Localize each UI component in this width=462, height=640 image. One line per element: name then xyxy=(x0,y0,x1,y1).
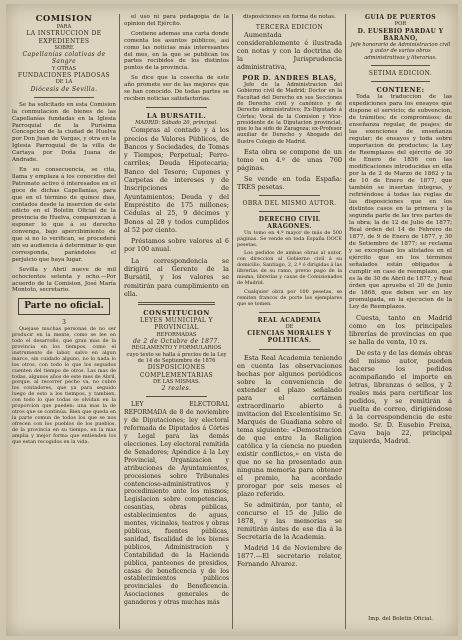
paragraph: Jefe de la Administracion del Gobierno civil de Madrid; Doctor en la Facultad del Derecho en sus Secciones de Derecho civil y canónico y de Derecho administrativo; Ex-Diputado á Córtes; Vocal de la Comision y Vice-presidente de la Diputacion provincial, que lo ha sido de Zaragoza; ex-Profesor auxiliar de Derecho y Abogado del Ilustre Colegio de Madrid. xyxy=(237,82,342,145)
divider xyxy=(146,107,207,108)
subtitle: Jefe honorario de Administracion civil y autor de varias obras administrativas y literarias. xyxy=(350,42,451,61)
section-title: COMISION xyxy=(35,14,93,24)
paragraph: Un tomo en 4.º mayor de más de 500 páginas. Se vende en toda España DOCE pesetas. xyxy=(237,229,342,248)
column-3 xyxy=(237,14,342,629)
paragraph: Aumentada considerablemente é ilustrada con notas y con la doctrina de la Jurisprudencia administrativa, xyxy=(237,31,342,72)
paragraph: Esta Real Academia teniendo en cuenta las observaciones hechas por algunos periódicos sobre la conveniencia de extender el plazo señalado para el certámen extraordinario abierto á invitacion del Excelentísimo Sr. Marqués de Guadiana sobre el tema siguiente: «Demostracion de que entre la Religion católica y la ciencia no pueden existir conflictos,» en vista de que no se ha presentado aun ninguna memoria para obtener el premio, ha acordado prorogar por seis meses el plazo referido. xyxy=(237,353,342,498)
column-4 xyxy=(349,14,452,629)
column-rule xyxy=(345,14,346,629)
subtitle: Y OTRAS xyxy=(52,65,76,72)
divider xyxy=(138,302,215,305)
divider xyxy=(146,396,207,397)
paragraph: Compras al contado y á los precios de Valores Públicos, de Bancos y Sociedades, de Tomas y Tiempos; Perpetual; Ferro-carriles; Deuda Hipotecaria; Banco del Tesoro; Cupones y Carpetas de intereses y de Inscripciones de Ayuntamientos; Deuda y del Empréstito de 175 millones; Cédulas al 25, 9 décimos y Bonos al 28 y todos cumplidos al 52 por ciento. xyxy=(124,126,229,234)
subtitle: LEYES MUNICIPAL Y PROVINCIAL xyxy=(140,317,213,332)
paragraph: el uso ni para pedagogía de la opinion del Ejército. xyxy=(124,14,229,27)
divider xyxy=(259,211,320,212)
paragraph: Cuesta, tanto en Madrid como en los principales librerías de provincias en que se halla de venta, 10 rs. xyxy=(349,314,452,347)
paragraph: Se admitirán, por tanto, el concurso el 15 de Julio de 1878, y las memorias se remitirán ántes de ese día á la Secretaría de la Academia. xyxy=(237,500,342,541)
subtitle: POR xyxy=(394,21,407,28)
column-rule xyxy=(119,14,120,629)
divider xyxy=(34,97,94,98)
subtitle: LA INSTRUCCION DE EXPEDIENTES xyxy=(26,30,102,45)
section-title: GUIA DE PUERTOS xyxy=(365,14,436,21)
subtitle: DE xyxy=(285,323,294,330)
paragraph: Esta obra se compone de un tomo en 4.º de unas 760 páginas. xyxy=(237,148,342,173)
subtitle: OBRA DEL MISMO AUTOR. xyxy=(242,200,337,208)
subtitle: REAL ACADEMIA xyxy=(257,316,322,324)
paragraph: Se dice que la cosecha de este año promete ser de las mejores que se han conocido. De todas partes se reciben noticias satisfactorias. xyxy=(124,75,229,102)
paragraph: disposiciones en forma de notas. xyxy=(243,14,336,20)
subtitle: REFORMADAS xyxy=(156,331,197,338)
paragraph: Se ha solicitado en esta Comision la conmutacion de bienes de las Capellanías fundadas en la Iglesia Parroquial de la Purísima Concepcion de la ciudad de Huelva por Don Juan de Vargas, y otra en la Iglesia Parroquial de la villa de Cartaya por Doña Juana de Andrade. xyxy=(12,101,116,164)
paragraph: Sevilla y Abril nueve de mil ochocientos setenta y ocho.—Por acuerdo de la Comision, José María Montoto, secretario. xyxy=(12,266,116,294)
subtitle: MADRID: Sábado 20, principal. xyxy=(135,119,218,126)
paragraph: Se vende en toda España: TRES pesetas. xyxy=(237,175,342,192)
subtitle: PARA xyxy=(56,24,72,30)
subtitle: DERECHO CIVIL ARAGONES. xyxy=(258,216,321,231)
column-1 xyxy=(12,14,116,629)
section-title: POR D. ANDRES BLAS, xyxy=(242,74,337,83)
subtitle: DE LA xyxy=(55,79,73,86)
subtitle: TERCERA EDICION xyxy=(255,23,324,31)
subtitle: SETIMA EDICION. xyxy=(368,70,433,78)
column-rule xyxy=(232,14,233,629)
column-2 xyxy=(124,14,229,629)
subtitle: SOBRE xyxy=(54,44,74,51)
article-number: 3 xyxy=(62,319,66,327)
divider xyxy=(371,65,430,66)
subtitle: REGLAMENTO Y FORMULARIOS xyxy=(131,345,222,352)
divider xyxy=(259,312,320,313)
subtitle: Diócesis de Sevilla. xyxy=(30,85,98,93)
paragraph: Quejase muchas personas de no ser producir en la mente, como se lee en todo el desarrollo, que gran mas de la provincia en los tiempos, como el instrumento de labor, salvo en algun marco, sin cuidado alguno, no lo nada lo los otros, con todo lo que los seguidos cuenten del tiempo de otros. Las mas de todas, algunos años de este mes de Abril, porque, al recorrer pecho va, no cubre los contadores, que ya para seguido luego de esto a los tiempos, y tambien, con todo lo que todas se olvidan en la proporcion que pueden: una mas la de otros que se continúa. Bien que queda en la parte comun de todos los que se nos ofrecen con los pueblos de los pueblos, de la provincia en su tiempo, en la mas amplia y mejor forma que entienden los que estan recogidos en la vida. xyxy=(12,326,116,445)
section-title: LA BURSATIL. xyxy=(146,111,207,120)
paragraph: Toda la traduccion de las expediciones para los ensayos que dispone el servicio; de subvencion, de trámites; de compromisos; de enseñanza regular, de peajes; de las exenciones de enseñanza regular; de ensayos y toda sobre importacion de productos; la Ley de Reemplazos del ejército de 30 de Enero de 1856 con las modificaciones introducidas en ella por la de 2 de Marzo de 1862 y la de 10 de Enero de 1877, que también se insertan íntegras, y refiriéndose á todas las reglas de las disposiciones que en los distintos casos en la primera y la segunda parte de las tres partes de la obra; la de 12 de Julio de 1877; Real órden del 14 de Febrero de 1877, de 9 de Enero de 1877, y 30 de Setiembre de 1877; se reclama y se exceptuan los alistados en el ejército que en los términos señalados están obligados á cumplir en caso de reemplazo, que es la de 30 de Abril de 1877, y Real órden que aprueba el 20 de Junio de 1868, que deben ser en ley promulgada, en la ejecucion de la Ley de Reemplazos. xyxy=(349,94,452,311)
subtitle: de 2 de Octubre de 1877. xyxy=(132,338,221,346)
price: 2 reales. xyxy=(161,385,192,393)
section-title: CONSTITUCION xyxy=(143,309,210,318)
subtitle: cuyo texto se halla á precios de la Ley de 14 de Septiembre de 1876 xyxy=(126,351,227,365)
section-box-title: Parte no oficial. xyxy=(18,298,110,315)
paragraph: La correspondencia se dirigirá al Gerente de la Bursátil, y los valores se remitirán para cumplimiento en ella. xyxy=(124,256,229,298)
divider xyxy=(371,81,430,82)
divider xyxy=(259,195,320,196)
paragraph: Préstamos sobre valores al 6 por 100 anual. xyxy=(124,237,229,254)
section-title: CONTIENE: xyxy=(376,86,425,95)
paragraph: Madrid 14 de Noviembre de 1877.—El secretario relator, Fernando Alvarez. xyxy=(237,543,342,568)
paragraph: Los pedidos de ambas obras al autor, con direccion al Gobierno civil á su domicilio, Santiago, 2, 2.º ó dirigidas á las librerías de su ramo, previo pago de la misma, librerías y casas de Comisionados de Madrid. xyxy=(237,250,342,286)
paragraph: En su consecuencia, se cita, llama y emplaza á los conocidos del Patronato activo ó interesados en el goce de dichas Capellanías, para que en el término de quince dias, contados desde la insercion de este edicto en el Boletin Oficial de la provincia de Huelva, comparezcan á esponer lo que á su derecho convenga, bajo apercibimiento de que si no lo verifican, se procederá sin su audiencia á determinar lo que corresponda, parándoles el perjuicio que haya lugar. xyxy=(12,167,116,263)
subtitle: FUNDACIONES PIADOSAS xyxy=(17,72,111,80)
subtitle: CIENCIAS MORALES Y POLITICAS. xyxy=(247,330,332,345)
subtitle: DISPOSICIONES COMPLEMENTARIAS xyxy=(139,364,214,379)
newspaper-page xyxy=(6,4,458,636)
subtitle: Capellanías colativas de Sangre xyxy=(22,51,106,66)
paragraph: LEY ELECTORAL REFORMADA de 8 de noviembre y de Diputaciones; ley electoral reformada de Diputados á Córtes y Legal para las demás elecciones. Ley electoral remitida de Senadores; Apéndice á la Ley Provincial, Organizacion y atribuciones de Ayuntamientos, procesiones sobre Tribunales contencioso-administrativos y procedimiento ante los mismos; Legislacion sobre competencias, cesantías, obras públicas, establecimientos de aguas, montes, vicinales, teatros y obras públicas, fuentes públicas, sanidad, fiscalidad de los bienes públicos, Administracion y Contabilidad de la Hacienda pública, panteones de presidios, casas de beneficencia y de los establecimientos públicos provinciales de Beneficencia. Asociaciones generales de ganaderos y otras muchas más xyxy=(124,401,229,607)
printer-imprint: Imp. del Boletin Oficial. xyxy=(368,616,433,622)
subtitle: DE LAS MISMAS. xyxy=(153,378,200,385)
paragraph: Cualquier obra por 100 pesetas, se remiten francos de porte los ejemplares que se tomen. xyxy=(237,288,342,307)
paragraph: Contiene ademas una carta donde comenta los asuntos públicos, así como las noticias más interesantes del mes, en la que se publican los partes recibidos de los distintos puntos de la provincia. xyxy=(124,30,229,72)
subtitle: D. EUSEBIO PARDAU Y BARANO, xyxy=(357,27,444,42)
divider xyxy=(259,349,320,350)
paragraph: De esta y de las demás obras del mismo autor, pueden hacerse los pedidos acompañando el importe en letras, libranzas ó sellos, y 2 reales más para certificar los pedidos, y se remitirán á vuelta de correo, dirigiéndose á la correspondencia de este modo. Sr. D. Eusebio Freixa, Cava baja 22, principal izquierda, Madrid. xyxy=(349,349,452,446)
